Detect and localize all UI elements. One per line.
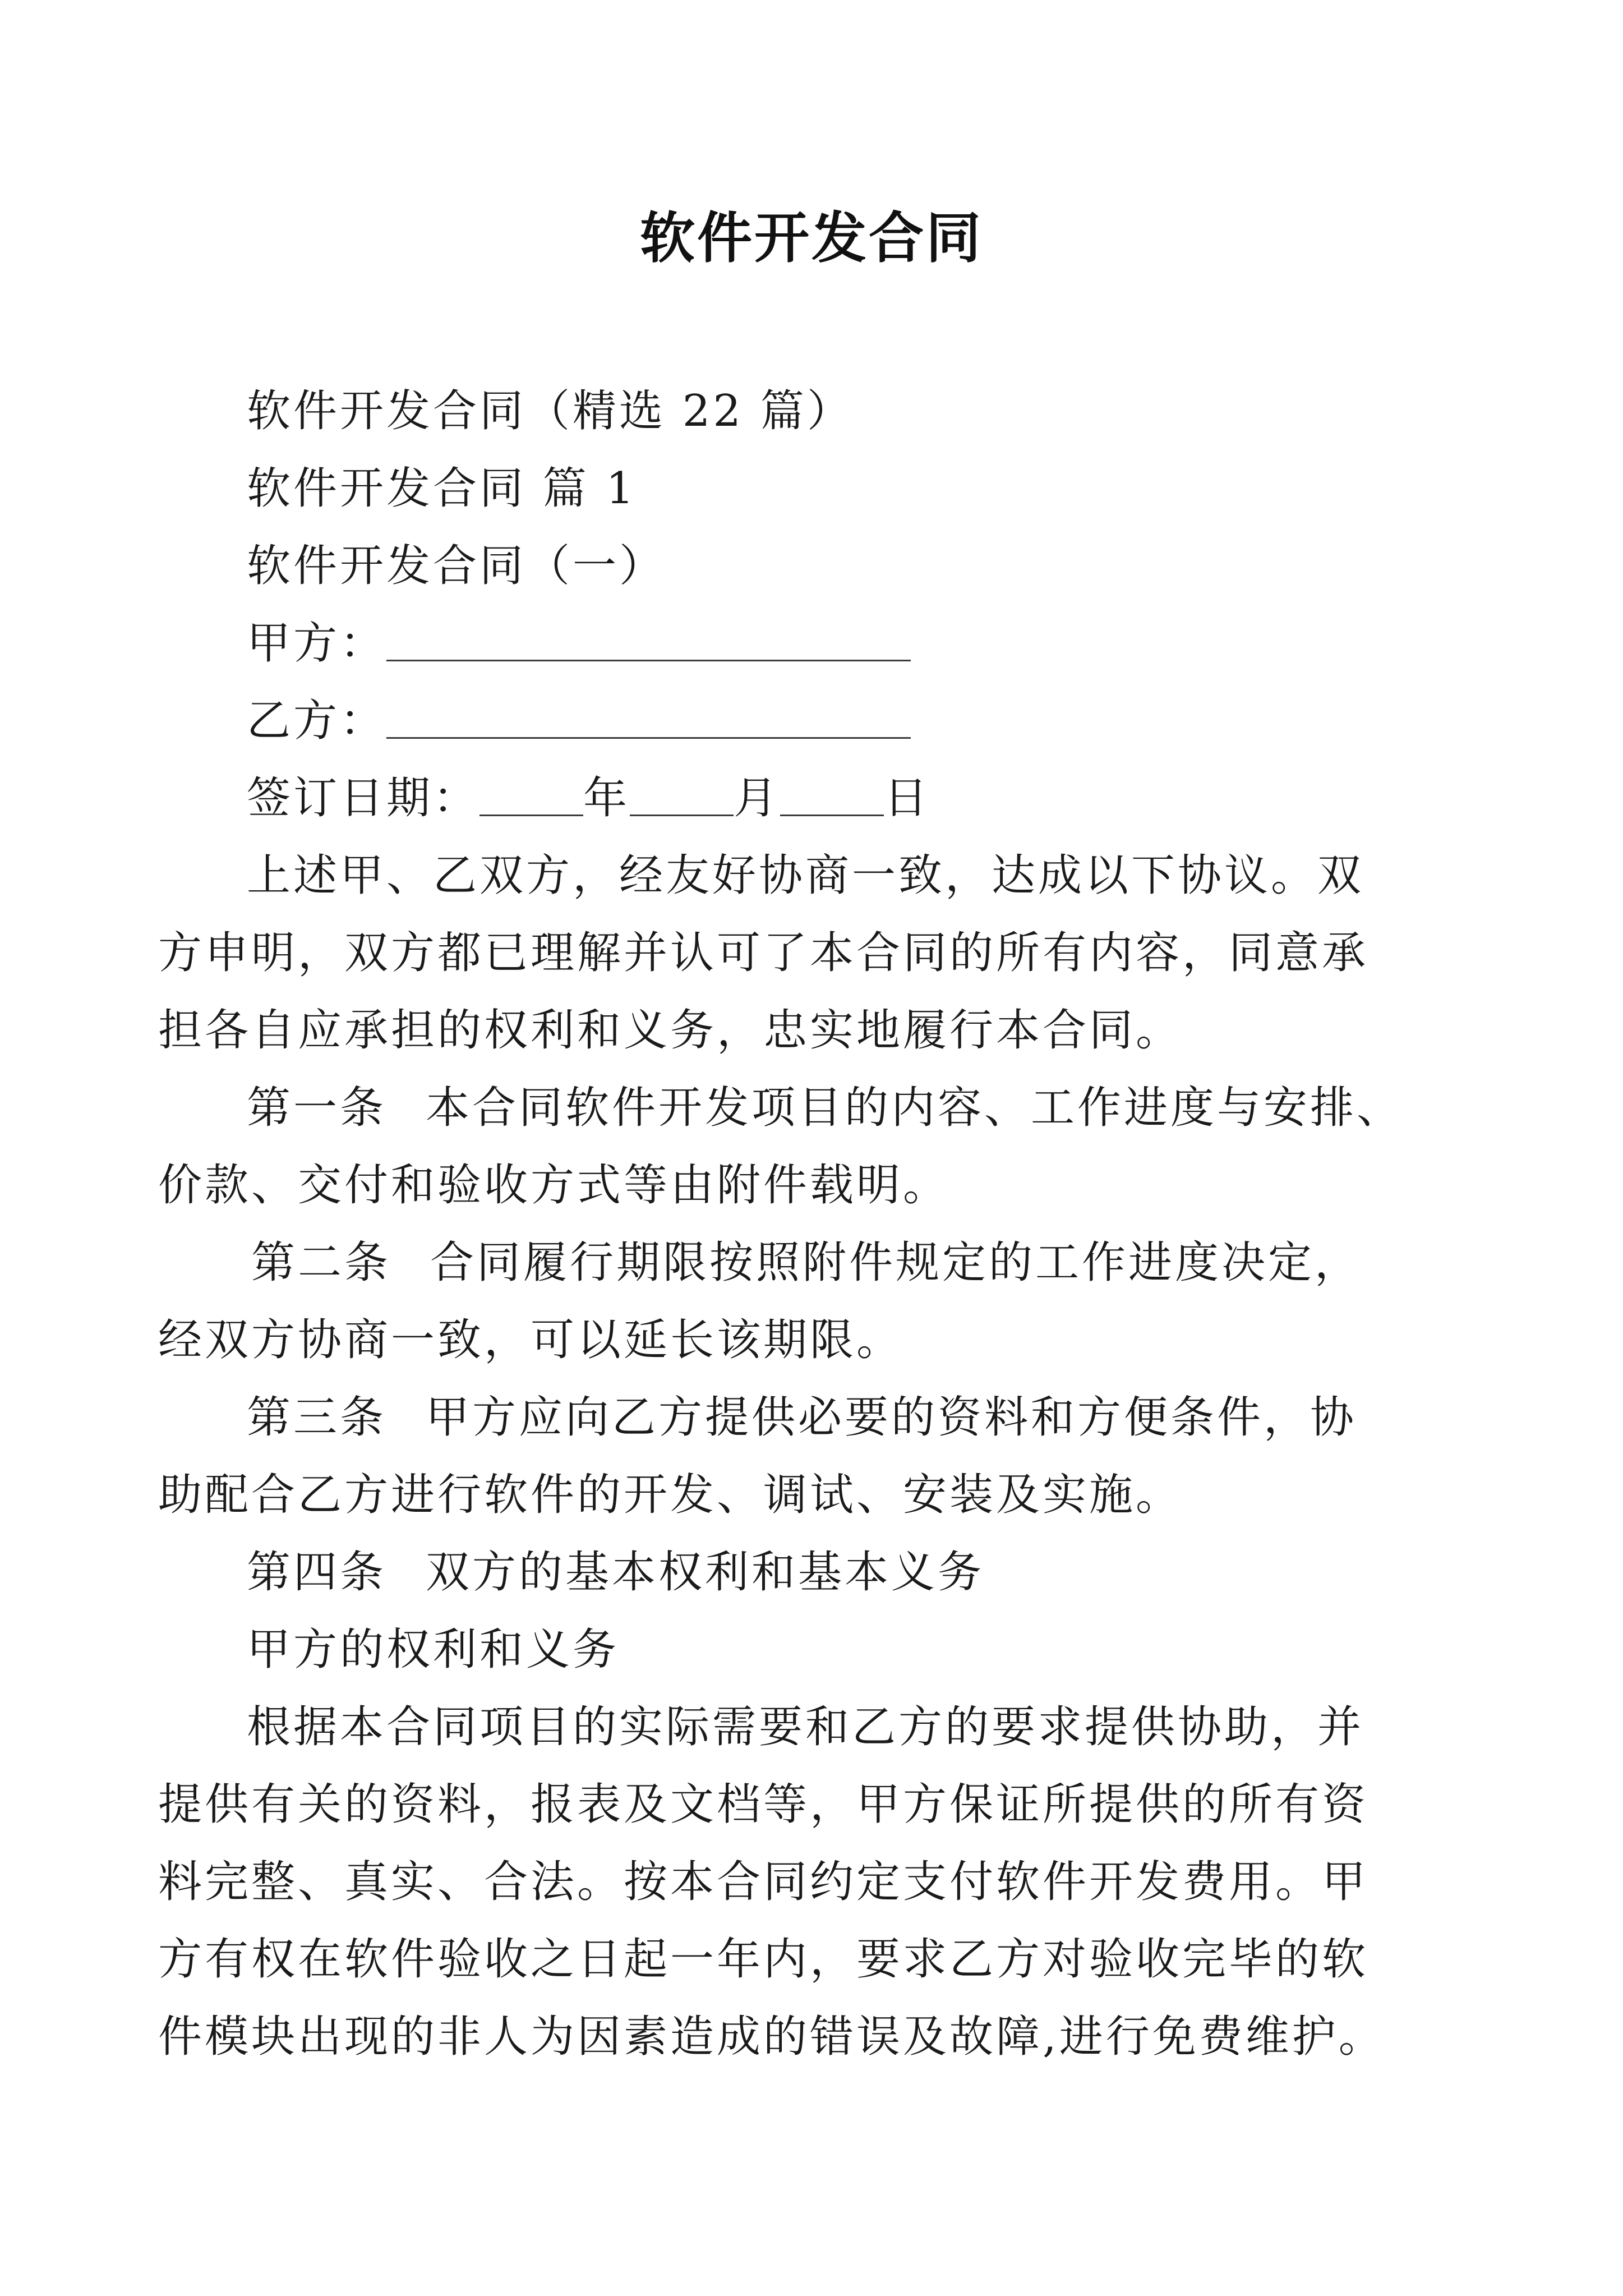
article-1-text: 本合同软件开发项目的内容、工作进度与安排、 xyxy=(426,1083,1404,1133)
article-2-text: 合同履行期限按照附件规定的工作进度决定， xyxy=(430,1237,1362,1288)
document-title: 软件开发合同 xyxy=(639,206,983,270)
text-line: 件模块出现的非人为因素造成的错误及故障,进行免费维护。 xyxy=(158,2012,1385,2062)
sign-date-label: 签订日期： xyxy=(247,773,480,823)
article-2-label: 第二条 xyxy=(251,1237,391,1288)
article-4-label: 第四条 xyxy=(247,1547,387,1598)
article-1-line xyxy=(247,1069,1404,1147)
text-line: 价款、交付和验收方式等由附件载明。 xyxy=(158,1160,950,1211)
text-line: 方有权在软件验收之日起一年内，要求乙方对验收完毕的软 xyxy=(158,1934,1369,1985)
document-body xyxy=(158,372,1404,2076)
month-label: 月 xyxy=(734,773,781,823)
party-b-label: 乙方： xyxy=(247,696,387,746)
party-b-blank xyxy=(386,698,911,739)
party-a-line xyxy=(247,605,1391,682)
article-3-text: 甲方应向乙方提供必要的资料和方便条件，协 xyxy=(426,1392,1357,1443)
subheading: 甲方的权利和义务 xyxy=(247,1625,620,1675)
text-line: 担各自应承担的权利和义务，忠实地履行本合同。 xyxy=(158,1005,1183,1056)
day-blank xyxy=(780,775,884,816)
text-line: 根据本合同项目的实际需要和乙方的要求提供协助，并 xyxy=(247,1702,1364,1752)
text-line: 方申明，双方都已理解并认可了本合同的所有内容，同意承 xyxy=(158,928,1369,978)
article-4-line xyxy=(247,1534,1391,1611)
article-3-line xyxy=(247,1379,1391,1456)
text-line: 软件开发合同（精选 22 篇） xyxy=(247,386,854,436)
month-blank xyxy=(630,775,734,816)
text-line: 上述甲、乙双方，经友好协商一致，达成以下协议。双 xyxy=(247,850,1364,901)
text-line: 经双方协商一致，可以延长该期限。 xyxy=(158,1315,903,1365)
party-a-blank xyxy=(386,620,911,661)
article-2-line xyxy=(247,1224,1391,1301)
article-1-label: 第一条 xyxy=(247,1083,387,1133)
year-label: 年 xyxy=(583,773,630,823)
text-line: 软件开发合同 篇 1 xyxy=(247,463,637,514)
text-line: 软件开发合同（一） xyxy=(247,541,666,591)
party-a-label: 甲方： xyxy=(247,618,387,669)
article-4-text: 双方的基本权利和基本义务 xyxy=(426,1547,985,1598)
text-line: 助配合乙方进行软件的开发、调试、安装及实施。 xyxy=(158,1470,1183,1520)
article-3-label: 第三条 xyxy=(247,1392,387,1443)
sign-date-line xyxy=(247,760,1391,837)
day-label: 日 xyxy=(884,773,931,823)
text-line: 料完整、真实、合法。按本合同约定支付软件开发费用。甲 xyxy=(158,1857,1369,1907)
year-blank xyxy=(479,775,583,816)
party-b-line xyxy=(247,682,1391,760)
text-line: 提供有关的资料，报表及文档等，甲方保证所提供的所有资 xyxy=(158,1779,1369,1830)
